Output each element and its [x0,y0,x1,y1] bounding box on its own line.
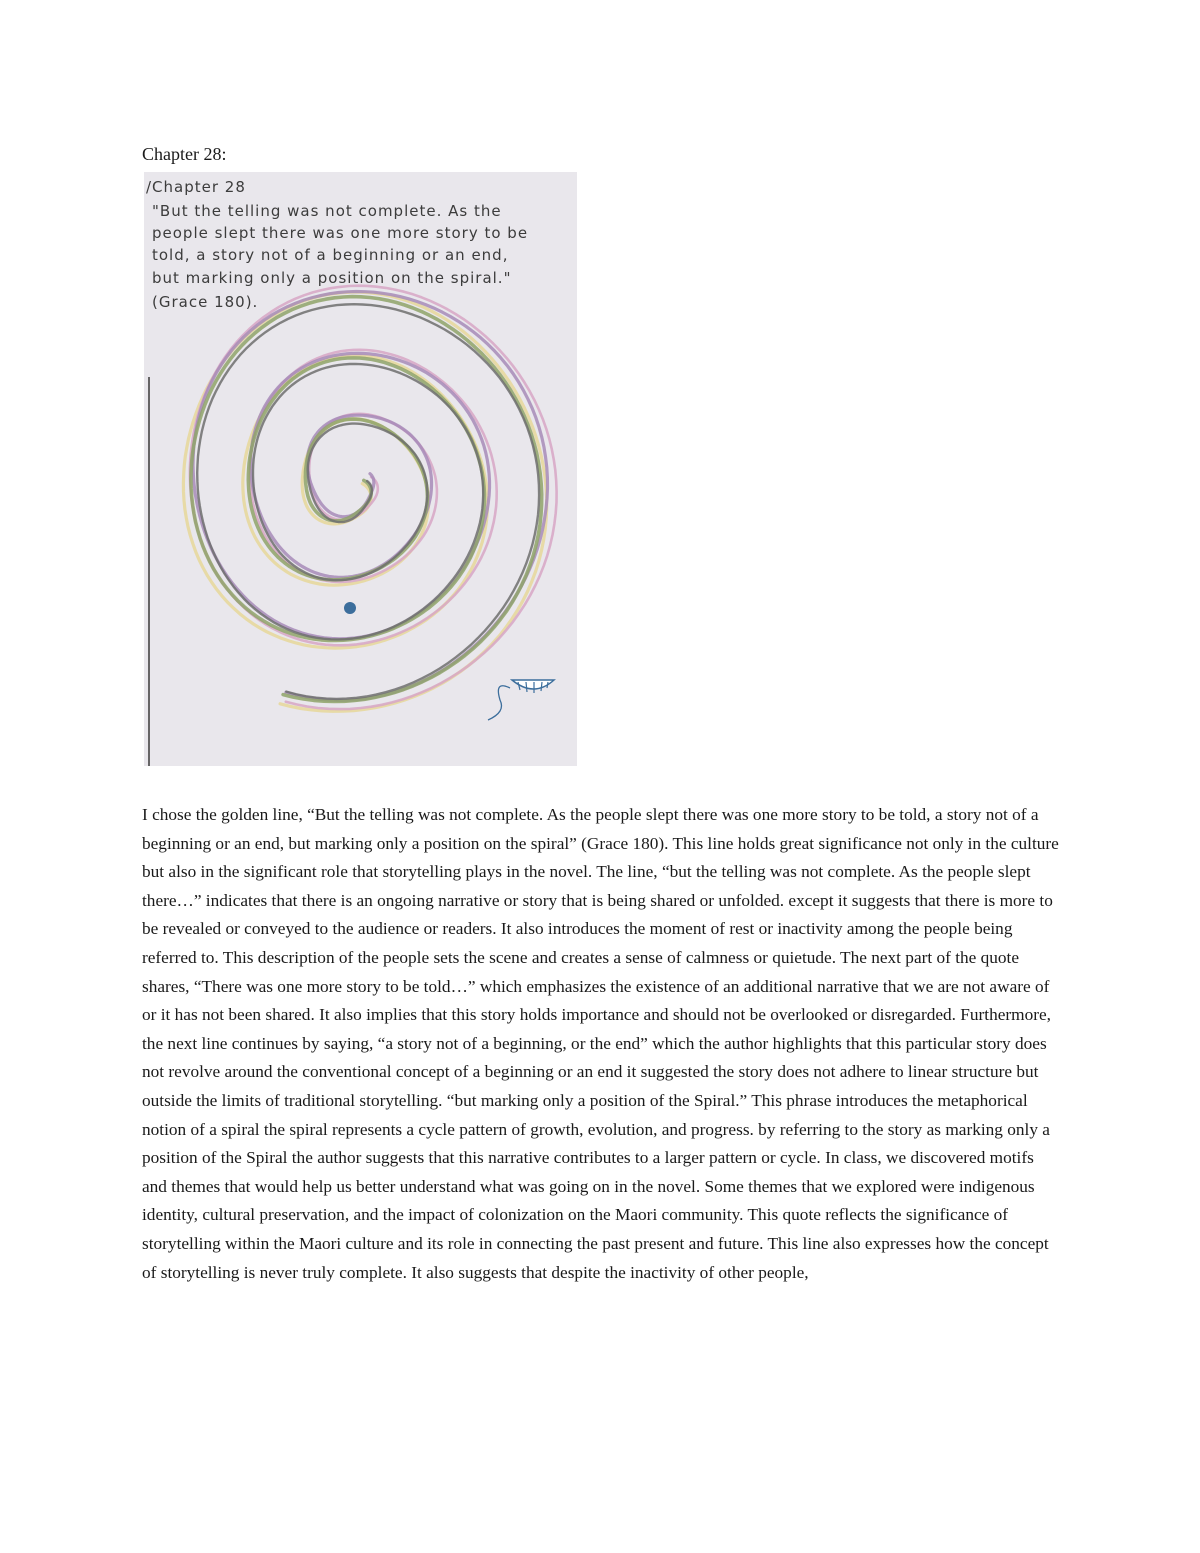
note-line-6: (Grace 180). [152,293,259,311]
page-heading: Chapter 28: [142,144,227,164]
spiral-blue-dot [344,602,356,614]
note-line-4: told, a story not of a beginning or an end, [152,246,509,264]
note-line-3: people slept there was one more story to be [152,224,529,242]
note-line-1: /Chapter 28 [146,178,246,196]
note-line-5: but marking only a position on the spiral." [152,269,512,287]
essay-paragraph: I chose the golden line, “But the telling was not complete. As the people slept there was one more story to be told, a story not of a beginning or an end, but marking only a position on the spiral” (Grace 180). This line holds great significance not only in the culture but also in the significant role that storytelling plays in the novel. The line, “but the telling was not complete. As the people slept there…” indicates that there is an ongoing narrative or story that is being shared or unfolded. except it suggests that there is more to be revealed or conveyed to the audience or readers. It also introduces the moment of rest or inactivity among the people being referred to. This description of the people sets the scene and creates a sense of calmness or quietude. The next part of the quote shares, “There was one more story to be told…” which emphasizes the existence of an additional narrative that we are not aware of or it has not been shared. It also implies that this story holds importance and should not be overlooked or disregarded. Furthermore, the next line continues by saying, “a story not of a beginning, or the end” which the author highlights that this particular story does not revolve around the conventional concept of a beginning or an end it suggested the story does not adhere to linear structure but outside the limits of traditional storytelling. “but marking only a position of the Spiral.” This phrase introduces the metaphorical notion of a spiral the spiral represents a cycle pattern of growth, evolution, and progress. by referring to the story as marking only a position of the Spiral the author suggests that this narrative contributes to a larger pattern or cycle. In class, we discovered motifs and themes that would help us better understand what was going on in the novel. Some themes that we explored were indigenous identity, cultural preservation, and the impact of colonization on the Maori community. This quote reflects the significance of storytelling within the Maori culture and its role in connecting the past present and future. This line also expresses how the concept of storytelling is never truly complete. It also suggests that despite the inactivity of other people, [142,805,1059,1282]
spiral-drawing-photo [144,172,577,766]
spiral-drawing [144,172,577,766]
note-line-2: "But the telling was not complete. As the [152,202,502,220]
